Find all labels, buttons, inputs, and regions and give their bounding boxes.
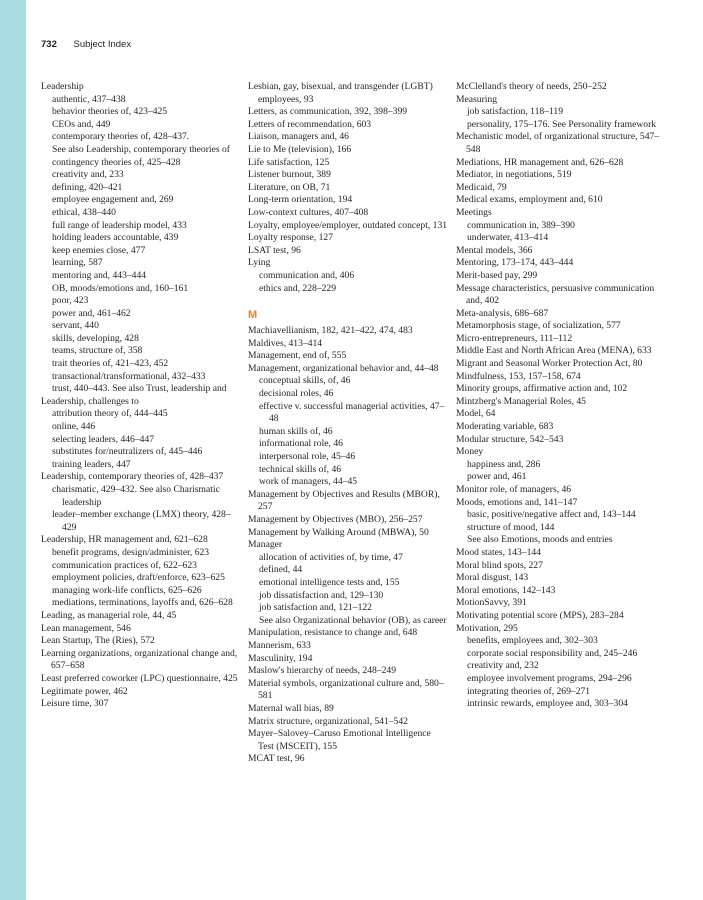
- index-subentry: contingency theories of, 425–428: [52, 156, 181, 168]
- index-subentry: OB, moods/emotions and, 160–161: [52, 282, 189, 294]
- margin-color-bar: [0, 0, 26, 900]
- index-column-3: [456, 81, 661, 711]
- index-entry: Least preferred coworker (LPC) questionnaire, 425: [41, 672, 238, 684]
- index-entry: Lean Startup, The (Ries), 572: [41, 635, 155, 647]
- index-entry: Motivation, 295: [456, 622, 518, 634]
- index-subentry: benefits, employees and, 302–303: [467, 635, 598, 647]
- index-entry: MotionSavvy, 391: [456, 597, 527, 609]
- index-entry: Management by Objectives (MBO), 256–257: [248, 514, 423, 525]
- index-entry: Mediations, HR management and, 626–628: [456, 156, 624, 168]
- page-header: [41, 39, 131, 50]
- index-subentry: underwater, 413–414: [467, 232, 549, 244]
- index-entry: Literature, on OB, 71: [248, 181, 331, 193]
- index-subentry: technical skills of, 46: [259, 463, 342, 475]
- index-subentry: mediations, terminations, layoffs and, 626–628: [52, 597, 233, 609]
- index-subentry: happiness and, 286: [467, 458, 541, 470]
- index-entry: Migrant and Seasonal Worker Protection Act, 80: [456, 358, 643, 370]
- index-entry: Moderating variable, 683: [456, 421, 554, 433]
- index-entry: Management, organizational behavior and, 44–48: [248, 362, 439, 374]
- index-subentry: ethics and, 228–229: [259, 282, 337, 294]
- index-entry: Modular structure, 542–543: [456, 433, 564, 445]
- index-entry: Mediator, in negotiations, 519: [456, 169, 572, 181]
- index-entry: Mood states, 143–144: [456, 546, 542, 558]
- index-subentry: employment policies, draft/enforce, 623–625: [52, 572, 225, 584]
- index-subentry: learning, 587: [52, 257, 103, 269]
- index-subentry: defining, 420–421: [52, 181, 123, 193]
- index-subentry: integrating theories of, 269–271: [467, 685, 591, 697]
- index-subentry: structure of mood, 144: [467, 521, 555, 533]
- index-subentry: employee engagement and, 269: [52, 194, 174, 206]
- index-entry: Leadership, HR management and, 621–628: [41, 534, 208, 546]
- index-subentry: job dissatisfaction and, 129–130: [259, 589, 384, 601]
- index-entry: Low-context cultures, 407–408: [248, 206, 369, 218]
- index-subentry: skills, developing, 428: [52, 332, 139, 344]
- index-subentry: training leaders, 447: [52, 458, 131, 470]
- index-subentry: communication in, 389–390: [467, 219, 575, 231]
- index-entry: Moods, emotions and, 141–147: [456, 496, 578, 508]
- index-entry: Long-term orientation, 194: [248, 194, 353, 206]
- index-entry: Money: [456, 446, 484, 458]
- index-subentry: creativity and, 233: [52, 169, 124, 181]
- index-subentry: online, 446: [52, 421, 96, 433]
- index-subentry: decisional roles, 46: [259, 388, 334, 400]
- index-entry: Medicaid, 79: [456, 181, 507, 193]
- index-subentry: behavior theories of, 423–425: [52, 106, 168, 118]
- index-subentry: See also Organizational behavior (OB), as career: [259, 614, 447, 626]
- index-column-2: [248, 81, 448, 766]
- index-subentry: See also Leadership, contemporary theories of: [52, 143, 230, 155]
- index-subentry: holding leaders accountable, 439: [52, 232, 179, 244]
- index-subentry: ethical, 438–440: [52, 206, 116, 218]
- index-subentry: personality, 175–176. See Personality framework: [467, 118, 657, 130]
- index-entry: Merit-based pay, 299: [456, 269, 538, 281]
- index-subentry: poor, 423: [52, 295, 89, 307]
- index-entry: Monitor role, of managers, 46: [456, 484, 572, 495]
- index-entry: Metamorphosis stage, of socialization, 577: [456, 320, 621, 332]
- index-entry: Leadership, contemporary theories of, 428–437: [41, 471, 224, 483]
- index-entry: Lie to Me (television), 166: [248, 143, 352, 155]
- index-entry: Moral disgust, 143: [456, 572, 529, 584]
- index-entry: Loyalty response, 127: [248, 232, 333, 244]
- running-title: Subject Index: [73, 39, 132, 50]
- index-entry: Legitimate power, 462: [41, 685, 128, 697]
- index-subentry: job satisfaction and, 121–122: [259, 602, 372, 614]
- index-entry: Management, end of, 555: [248, 350, 347, 362]
- index-subentry: keep enemies close, 477: [52, 244, 146, 256]
- index-subentry: interpersonal role, 45–46: [259, 451, 356, 463]
- index-subentry: leader–member exchange (LMX) theory, 428–429: [52, 509, 231, 533]
- index-subentry: allocation of activities of, by time, 47: [259, 551, 403, 563]
- index-subentry: job satisfaction, 118–119: [467, 106, 564, 118]
- index-subentry: full range of leadership model, 433: [52, 219, 187, 231]
- index-entry: Mindfulness, 153, 157–158, 674: [456, 370, 581, 382]
- index-subentry: communication practices of, 622–623: [52, 559, 197, 571]
- index-subentry: See also Emotions, moods and entries: [467, 534, 613, 546]
- index-entry: Letters of recommendation, 603: [248, 118, 372, 130]
- index-entry: Mental models, 366: [456, 244, 533, 256]
- index-entry: MCAT test, 96: [248, 753, 305, 765]
- index-subentry: effective v. successful managerial activities, 47–48: [259, 400, 445, 425]
- index-entry: Message characteristics, persuasive communication and, 402: [456, 282, 655, 307]
- index-entry: Material symbols, organizational culture and, 580–581: [248, 677, 444, 702]
- index-entry: LSAT test, 96: [248, 244, 301, 256]
- index-entry: Measuring: [456, 93, 498, 105]
- index-subentry: basic, positive/negative affect and, 143–144: [467, 509, 636, 521]
- index-entry: Meetings: [456, 206, 492, 218]
- index-entry: Minority groups, affirmative action and, 102: [456, 383, 628, 395]
- index-subentry: power and, 461–462: [52, 307, 131, 319]
- index-entry: Middle East and North African Area (MENA), 633: [456, 345, 652, 357]
- index-entry: Leadership: [41, 81, 84, 92]
- index-subentry: mentoring and, 443–444: [52, 269, 147, 281]
- index-entry: Maldives, 413–414: [248, 337, 323, 349]
- index-entry: McClelland's theory of needs, 250–252: [456, 81, 607, 92]
- index-entry: Mayer–Salovey–Caruso Emotional Intelligence Test (MSCEIT), 155: [248, 728, 431, 752]
- index-subentry: defined, 44: [259, 564, 303, 576]
- index-subentry: creativity and, 232: [467, 660, 539, 672]
- index-subentry: trust, 440–443. See also Trust, leadership and: [52, 383, 227, 395]
- index-entry: Learning organizations, organizational change and, 657–658: [41, 647, 238, 672]
- index-entry: Lean management, 546: [41, 622, 131, 634]
- index-entry: Manipulation, resistance to change and, 648: [248, 627, 418, 639]
- index-subentry: benefit programs, design/administer, 623: [52, 546, 210, 558]
- index-entry: Maslow's hierarchy of needs, 248–249: [248, 665, 397, 677]
- index-entry: Life satisfaction, 125: [248, 156, 330, 168]
- index-entry: Liaison, managers and, 46: [248, 131, 349, 143]
- index-subentry: human skills of, 46: [259, 425, 333, 437]
- index-subentry: authentic, 437–438: [52, 93, 126, 105]
- index-entry: Leading, as managerial role, 44, 45: [41, 609, 177, 621]
- index-entry: Meta-analysis, 686–687: [456, 307, 549, 319]
- index-entry: Moral emotions, 142–143: [456, 584, 556, 596]
- index-entry: Letters, as communication, 392, 398–399: [248, 106, 408, 118]
- index-entry: Mechanistic model, of organizational structure, 547–548: [456, 131, 660, 155]
- index-subentry: communication and, 406: [259, 269, 355, 281]
- index-subentry: charismatic, 429–432. See also Charismatic leadership: [52, 484, 220, 508]
- index-subentry: CEOs and, 449: [52, 118, 111, 130]
- index-subentry: employee involvement programs, 294–296: [467, 672, 632, 684]
- index-subentry: substitutes for/neutralizers of, 445–446: [52, 446, 203, 458]
- index-subentry: trait theories of, 421–423, 452: [52, 358, 169, 370]
- index-entry: Leisure time, 307: [41, 698, 109, 710]
- index-entry: Lesbian, gay, bisexual, and transgender (LGBT) employees, 93: [248, 81, 433, 105]
- index-entry: Lying: [248, 257, 271, 269]
- index-subentry: selecting leaders, 446–447: [52, 433, 155, 445]
- index-entry: Machiavellianism, 182, 421–422, 474, 483: [248, 325, 413, 337]
- index-entry: Motivating potential score (MPS), 283–284: [456, 609, 624, 621]
- page-number: 732: [41, 39, 57, 50]
- index-subentry: conceptual skills, of, 46: [259, 375, 351, 387]
- index-subentry: contemporary theories of, 428–437.: [52, 131, 190, 143]
- index-column-1: [41, 81, 241, 711]
- index-subentry: work of managers, 44–45: [259, 476, 358, 488]
- index-entry: Management by Walking Around (MBWA), 50: [248, 526, 429, 538]
- index-entry: Leadership, challenges to: [41, 395, 139, 407]
- index-entry: Listener burnout, 389: [248, 169, 331, 181]
- index-subentry: intrinsic rewards, employee and, 303–304: [467, 698, 628, 710]
- index-entry: Model, 64: [456, 408, 496, 420]
- index-subentry: servant, 440: [52, 320, 99, 332]
- index-entry: Mentoring, 173–174, 443–444: [456, 257, 574, 269]
- index-entry: Moral blind spots, 227: [456, 559, 543, 571]
- index-subentry: informational role, 46: [259, 438, 343, 450]
- index-subentry: attribution theory of, 444–445: [52, 408, 168, 420]
- index-entry: Mannerism, 633: [248, 639, 311, 651]
- index-subentry: power and, 461: [467, 471, 527, 483]
- index-entry: Masculinity, 194: [248, 652, 313, 664]
- index-subentry: teams, structure of, 358: [52, 345, 143, 357]
- index-entry: Maternal wall bias, 89: [248, 702, 334, 714]
- section-letter: M: [248, 309, 258, 322]
- index-entry: Matrix structure, organizational, 541–542: [248, 715, 408, 727]
- index-entry: Management by Objectives and Results (MBOR), 257: [248, 488, 440, 513]
- index-entry: Medical exams, employment and, 610: [456, 194, 603, 206]
- index-entry: Manager: [248, 539, 283, 551]
- index-subentry: transactional/transformational, 432–433: [52, 370, 206, 382]
- index-subentry: managing work-life conflicts, 625–626: [52, 584, 202, 596]
- index-entry: Micro-entrepreneurs, 111–112: [456, 332, 573, 344]
- index-entry: Loyalty, employee/employer, outdated concept, 131: [248, 219, 448, 231]
- index-subentry: emotional intelligence tests and, 155: [259, 576, 400, 588]
- index-entry: Mintzberg's Managerial Roles, 45: [456, 395, 586, 407]
- index-subentry: corporate social responsibility and, 245–246: [467, 647, 638, 659]
